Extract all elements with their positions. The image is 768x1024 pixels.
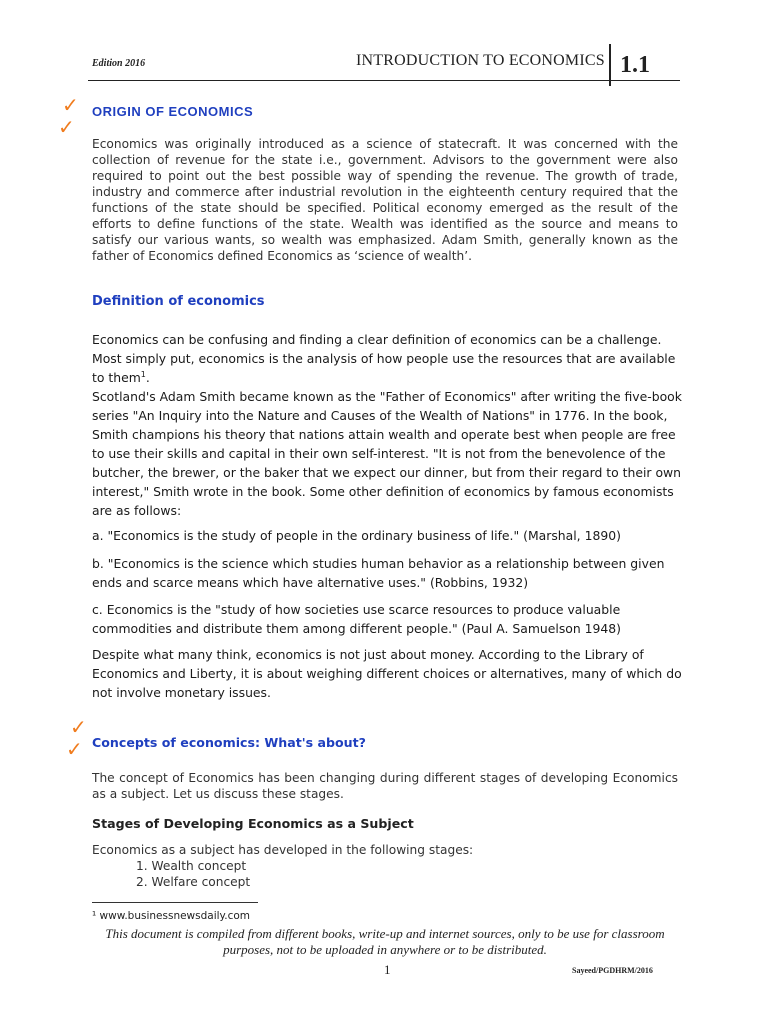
section-heading-concepts: Concepts of economics: What's about? — [92, 735, 366, 750]
text-line: Economics can be confusing and finding a clear definition of economics can be a challenge. — [92, 332, 662, 347]
disclaimer: This document is compiled from different books, write-up and internet sources, only to be use for classroom purposes, not to be uploaded in anywhere or to be distributed. — [105, 926, 665, 957]
text-line: to them$^1$. — [92, 369, 150, 385]
footnote-marker: 1 — [140, 369, 146, 379]
text-line: to use their skills and capital in their own self-interest. "It is not from the benevolence of the — [92, 446, 666, 461]
text-fragment: to them — [92, 370, 141, 385]
author-label: Sayeed/PGDHRM/2016 — [572, 966, 653, 975]
text-line: Scotland's Adam Smith became known as the "Father of Economics" after writing the five-book — [92, 389, 682, 404]
section-heading-stages: Stages of Developing Economics as a Subject — [92, 816, 414, 831]
edition-label: Edition 2016 — [92, 58, 146, 69]
chapter-number: 1.1 — [620, 52, 650, 78]
list-item: 1. Wealth concept — [136, 859, 247, 873]
checkmark-icon: ✓ — [66, 737, 83, 761]
header-rule — [88, 80, 680, 81]
checkmark-icon: ✓ — [70, 715, 87, 739]
definition-paragraph — [92, 330, 682, 520]
definition-item-marshal: a. "Economics is the study of people in the ordinary business of life." (Marshal, 1890) — [92, 528, 621, 543]
text-line: Smith champions his theory that nations attain wealth and operate best when people are free — [92, 427, 676, 442]
checkmark-icon: ✓ — [62, 93, 79, 117]
text-line: series "An Inquiry into the Nature and Causes of the Wealth of Nations" in 1776. In the book, — [92, 408, 668, 423]
origin-paragraph: Economics was originally introduced as a science of statecraft. It was concerned with the collection of revenue for the state i.e., government. Advisors to the government were also required to point out the best possible way of spending the revenue. The growth of trade, industry and commerce after industrial revolution in the eighteenth century required that the functions of the state should be specified. Political economy emerged as the result of the efforts to define functions of the state. Wealth was identified as the source and means to satisfy our various wants, so wealth was emphasized. Adam Smith, generally known as the father of Economics defined Economics as ‘science of wealth’. — [92, 137, 678, 263]
section-heading-origin: ORIGIN OF ECONOMICS — [92, 104, 254, 119]
stages-intro: Economics as a subject has developed in the following stages: — [92, 843, 474, 857]
section-heading-definition: Definition of economics — [92, 294, 265, 309]
document-title: INTRODUCTION TO ECONOMICS — [356, 52, 605, 69]
page-number: 1 — [384, 962, 391, 977]
text-line: interest," Smith wrote in the book. Some other definition of economics by famous economists — [92, 484, 674, 499]
text-line: Most simply put, economics is the analysis of how people use the resources that are available — [92, 351, 676, 366]
header-divider — [609, 44, 611, 86]
text-line: are as follows: — [92, 503, 182, 518]
footnote: ¹ www.businessnewsdaily.com — [92, 910, 251, 922]
definition-item-samuelson: c. Economics is the "study of how societies use scarce resources to produce valuable commodities and distribute them among different people." (Paul A. Samuelson 1948) — [92, 602, 622, 636]
definition-closing-paragraph: Despite what many think, economics is not just about money. According to the Library of Economics and Liberty, it is about weighing different choices or alternatives, many of which do not involve monetary issues. — [92, 647, 682, 700]
footnote-rule — [92, 902, 258, 903]
definition-item-robbins: b. "Economics is the science which studies human behavior as a relationship between given ends and scarce means which have alternative uses." (Robbins, 1932) — [92, 556, 665, 590]
text-line: butcher, the brewer, or the baker that we expect our dinner, but from their regard to their own — [92, 465, 682, 480]
concepts-paragraph: The concept of Economics has been changing during different stages of developing Economics as a subject. Let us discuss these stages. — [92, 771, 678, 801]
list-item: 2. Welfare concept — [136, 875, 251, 889]
stages-list — [136, 858, 250, 890]
checkmark-icon: ✓ — [58, 115, 75, 139]
